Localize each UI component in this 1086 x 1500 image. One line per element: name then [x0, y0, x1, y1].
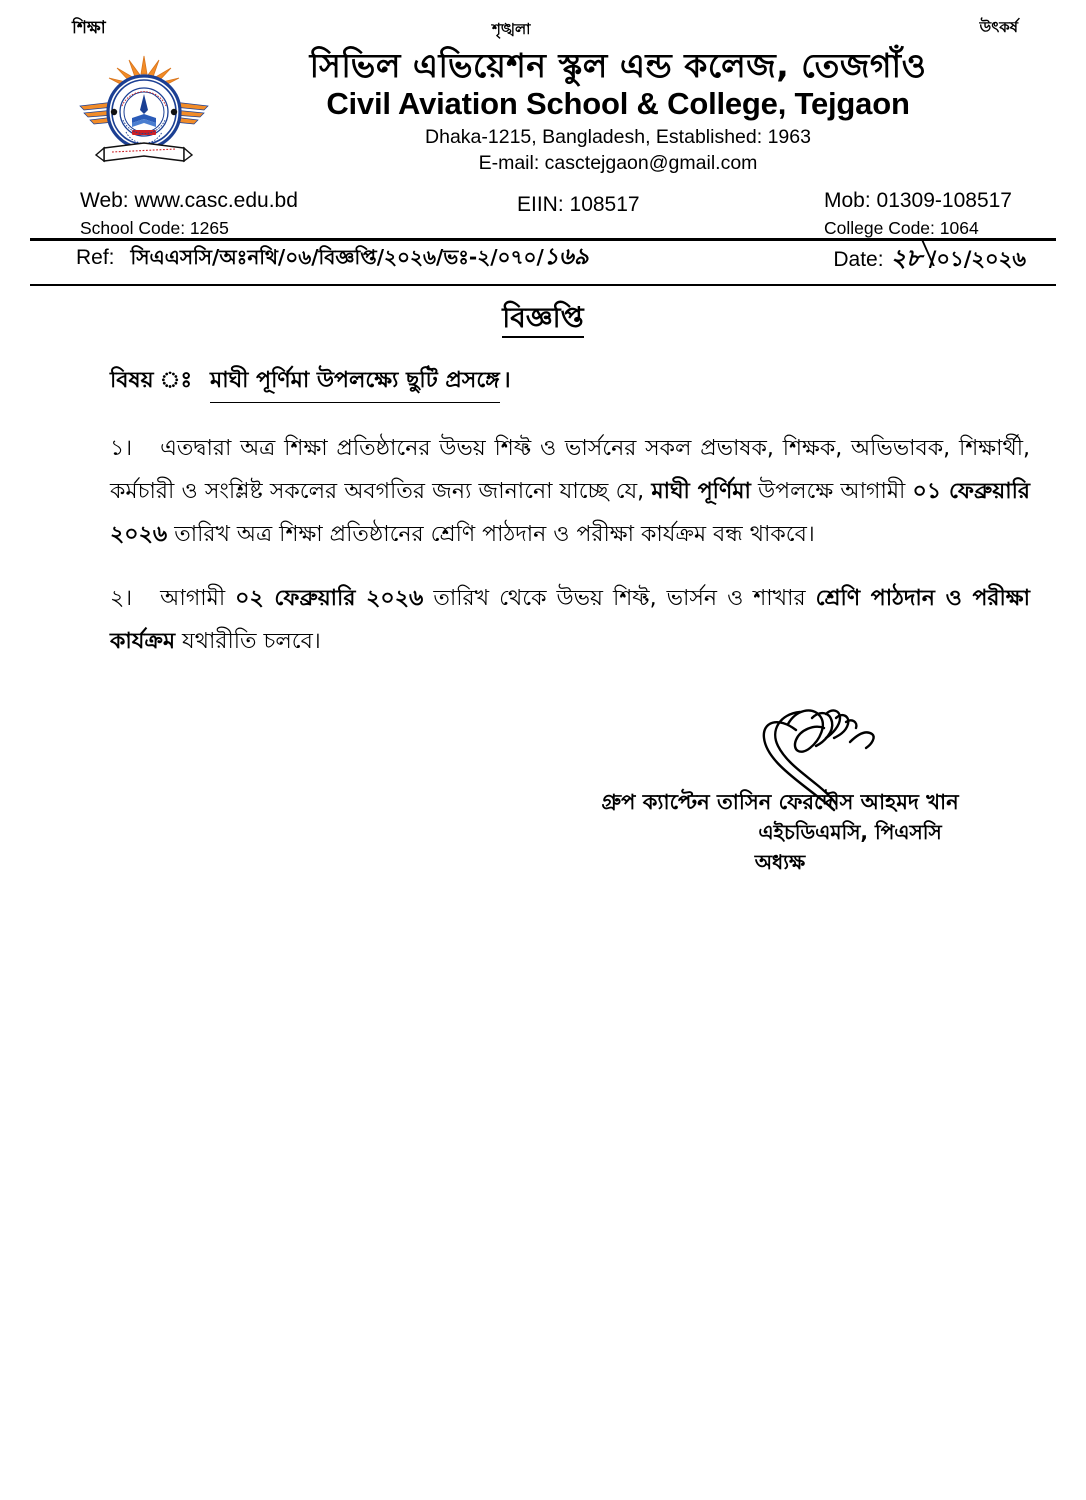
date-day-handwritten: ২৮ — [891, 246, 922, 270]
document-title — [0, 296, 1086, 343]
eiin-line: EIIN: 108517 — [517, 193, 640, 216]
paragraph-1-text-before: এতদ্বারা অত্র শিক্ষা প্রতিষ্ঠানের উভয় শিফ্ট ও ভার্সনের সকল প্রভাষক, শিক্ষক, অভিভাবক, শিক্ষার্থী, কর্মচারী ও সংশ্লিষ্ট সকলের অবগতির জন্য জানানো যাচ্ছে যে, — [110, 436, 1030, 504]
paragraph-2-text-after: যথারীতি চলবে। — [175, 628, 321, 654]
institution-email: E-mail: casctejgaon@gmail.com — [478, 151, 758, 174]
paragraph-2-bold-2: শ্রেণি পাঠদান ও পরীক্ষা কার্যক্রম — [110, 586, 1031, 654]
paragraph-2 — [110, 578, 1030, 664]
contact-left-column — [80, 186, 298, 242]
reference-serial-handwritten: ১৬৯ — [543, 244, 589, 270]
date-month-year: /০১/২০২৬ — [928, 247, 1026, 271]
institution-address: Dhaka-1215, Bangladesh, Established: 1963 — [425, 125, 811, 148]
letterhead — [60, 38, 1026, 239]
contact-right-column — [824, 186, 1012, 242]
paragraph-1-number: ১। — [110, 436, 133, 461]
reference-number: সিএএসসি/অঃনথি/০৬/বিজ্ঞপ্তি/২০২৬/ভঃ-২/০৭০/ — [130, 245, 544, 269]
paragraph-1-bold-2: ০১ ফেব্রুয়ারি ২০২৬ — [110, 478, 1030, 547]
date-group — [833, 246, 1026, 270]
paragraph-1-text-mid: উপলক্ষে আগামী — [750, 478, 913, 504]
paragraph-2-number: ২। — [110, 586, 133, 611]
motto-left: শিক্ষা — [72, 18, 106, 38]
signature-block — [560, 700, 1030, 890]
subject-line — [110, 363, 511, 403]
paragraph-2-text-before: আগামী — [160, 586, 236, 611]
reference-group — [76, 246, 589, 269]
casc-crest-logo-icon — [74, 44, 214, 180]
paragraph-1-text-after: তারিখ অত্র শিক্ষা প্রতিষ্ঠানের শ্রেণি পাঠদান ও পরীক্ষা কার্যক্রম বন্ধ থাকবে। — [167, 521, 815, 547]
signatory-designation: অধ্যক্ষ — [754, 850, 806, 874]
institution-titles — [210, 46, 1026, 176]
date-label: Date: — [833, 248, 884, 271]
paragraph-1-bold-1: মাঘী পূর্ণিমা — [651, 478, 751, 504]
institution-name-bangla: সিভিল এভিয়েশন স্কুল এন্ড কলেজ, তেজগাঁও — [309, 46, 927, 85]
motto-middle: শৃঙ্খলা — [492, 20, 531, 38]
mobile-line: Mob: 01309-108517 — [824, 189, 1012, 212]
college-code-line: College Code: 1064 — [824, 218, 979, 239]
contact-middle-column — [517, 190, 640, 220]
paragraph-2-text-mid: তারিখ থেকে উভয় শিফ্ট, ভার্সন ও শাখার — [423, 586, 816, 611]
paragraph-2-bold-1: ০২ ফেব্রুয়ারি ২০২৬ — [235, 586, 424, 611]
institution-name-english: Civil Aviation School & College, Tejgaon — [326, 86, 910, 122]
website-line: Web: www.casc.edu.bd — [80, 189, 298, 212]
school-code-line: School Code: 1265 — [80, 218, 229, 239]
motto-right: উৎকর্ষ — [979, 18, 1018, 36]
signatory-qualification: এইচডিএমসি, পিএসসি — [758, 820, 942, 844]
signatory-name: গ্রুপ ক্যাপ্টেন তাসিন ফেরদৌস আহমদ খান — [601, 790, 959, 814]
reference-value-group — [131, 246, 589, 269]
paragraph-1 — [110, 428, 1030, 557]
reference-date-row — [60, 243, 1056, 279]
subject-label: বিষয় ঃ — [110, 368, 193, 393]
reference-label: Ref: — [76, 246, 115, 269]
contact-strip — [74, 186, 1026, 238]
subject-value: মাঘী পূর্ণিমা উপলক্ষ্যে ছুটি প্রসঙ্গে — [210, 363, 500, 403]
header-divider-bottom — [30, 284, 1056, 286]
subject-terminator: । — [502, 368, 511, 393]
document-title-text: বিজ্ঞপ্তি — [502, 301, 583, 338]
